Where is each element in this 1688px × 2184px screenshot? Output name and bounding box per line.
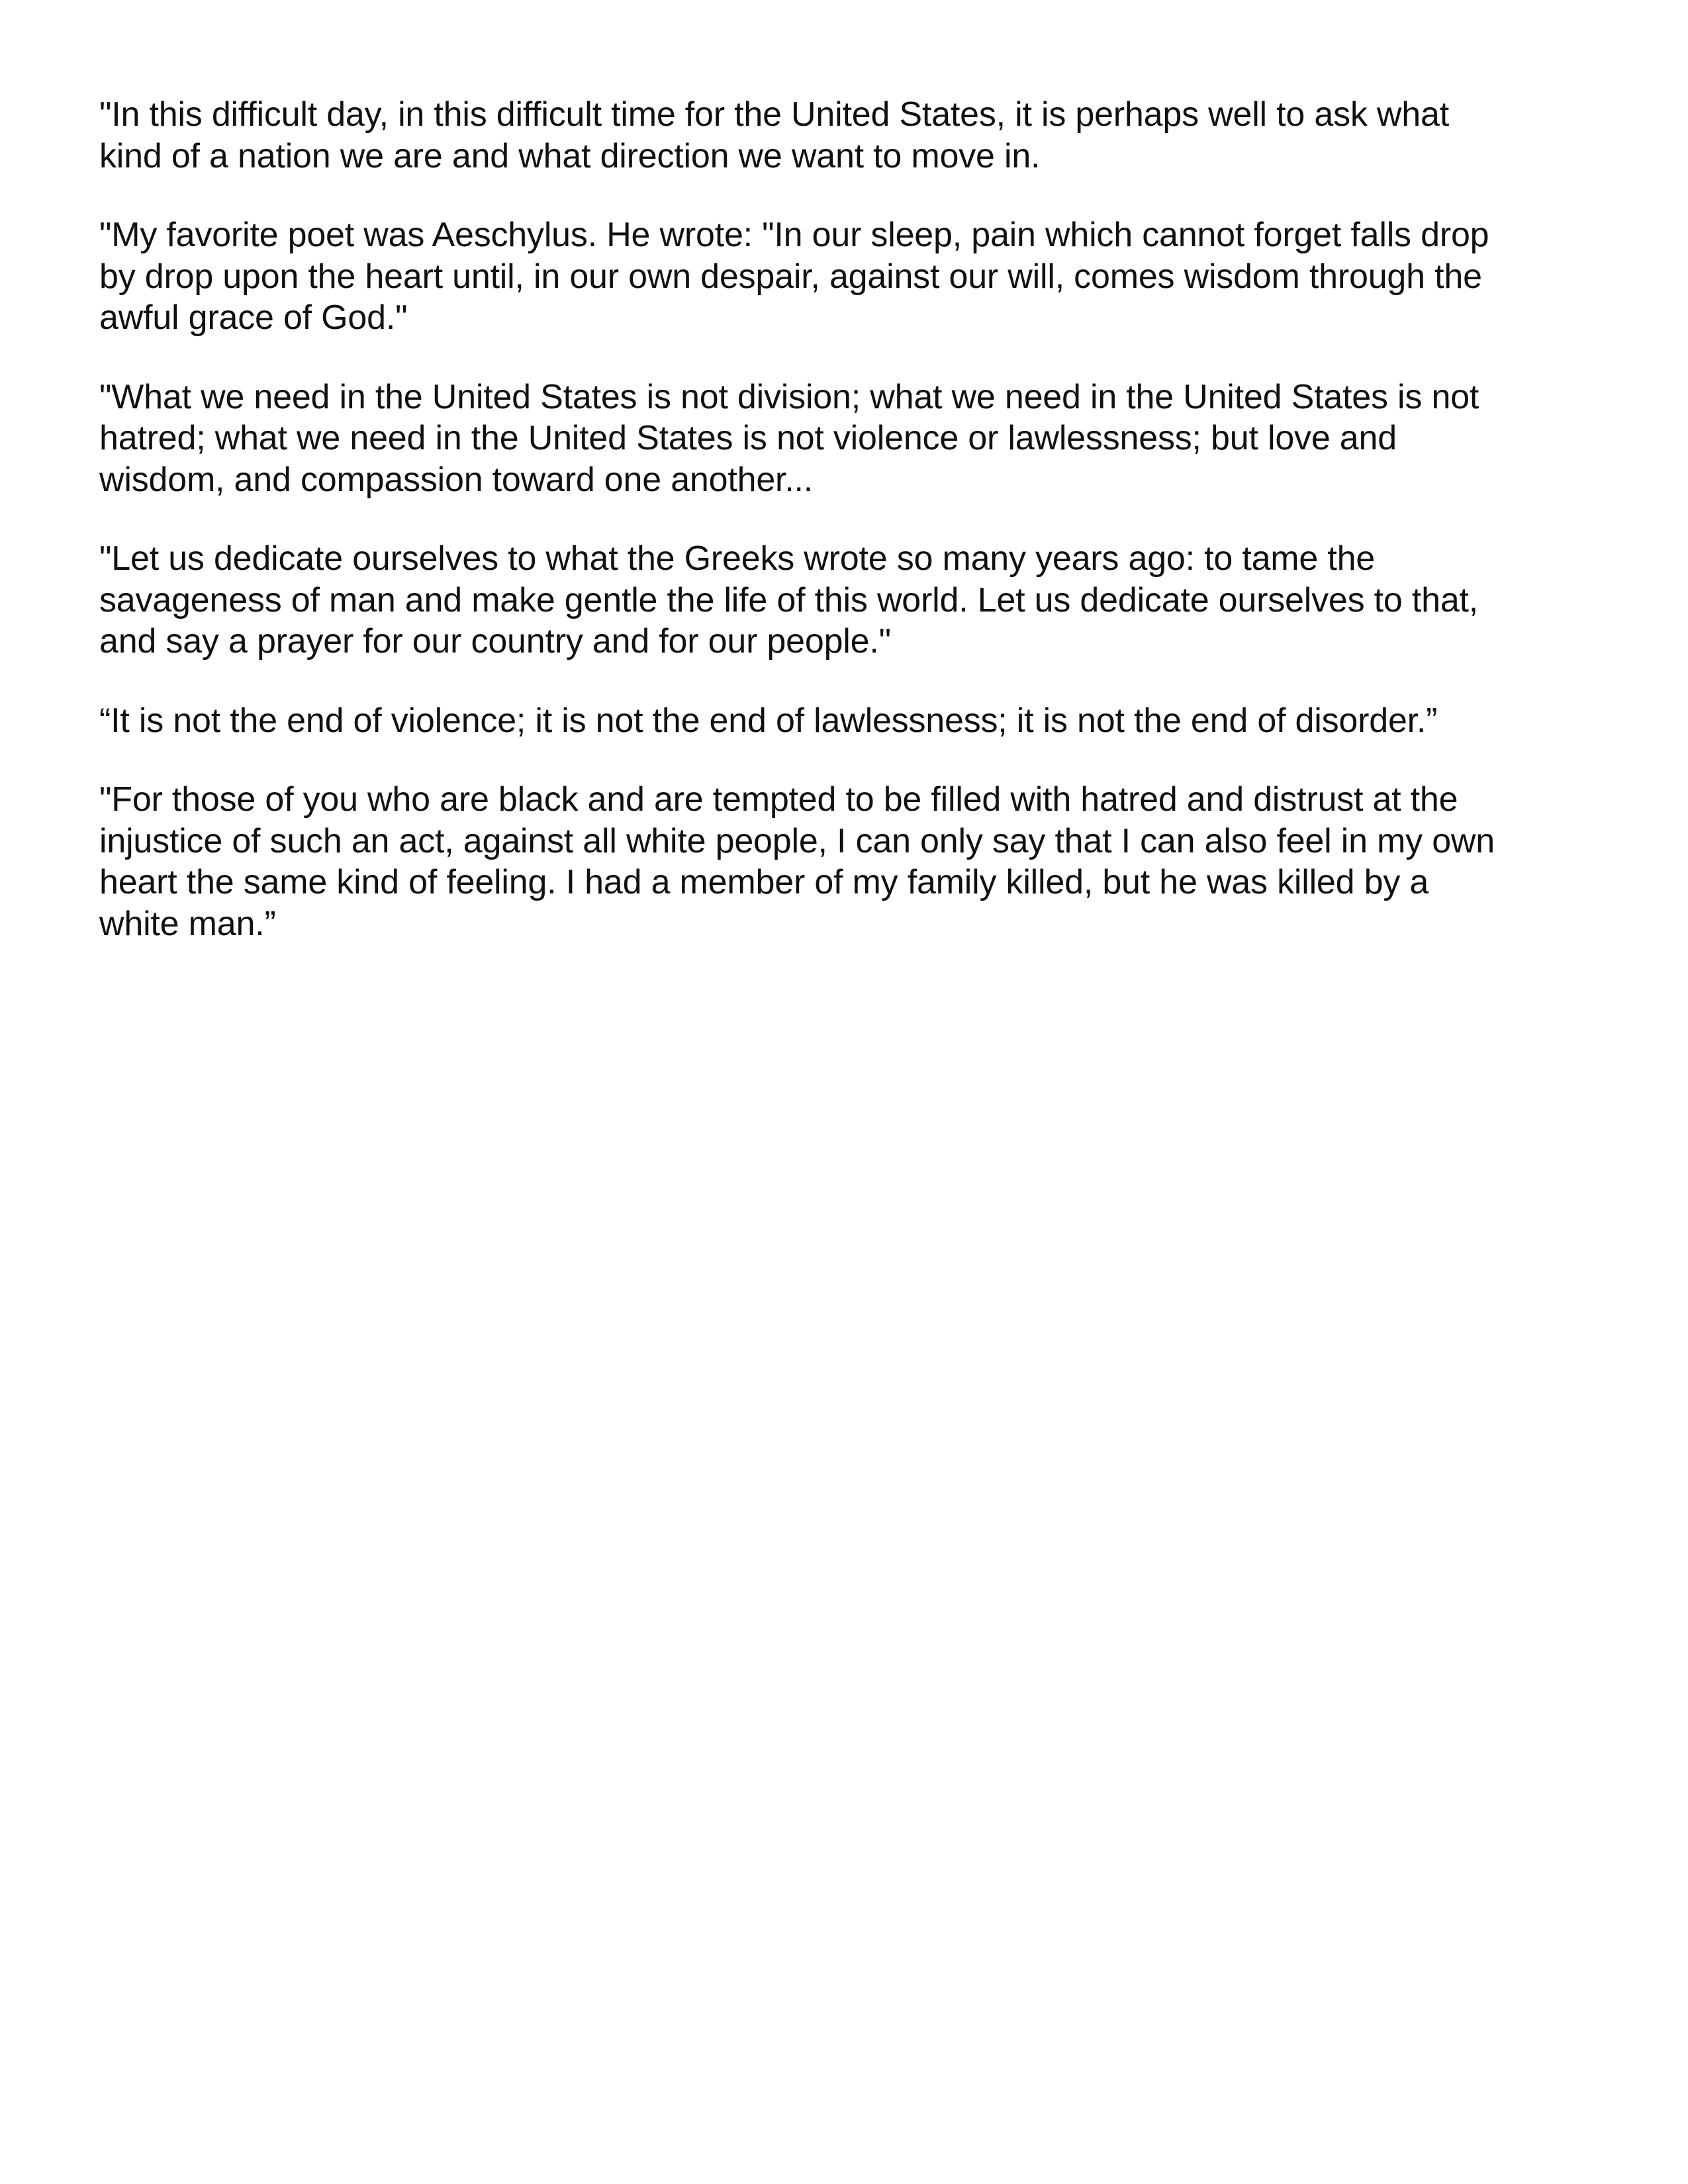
- paragraph-3: [99, 377, 1595, 501]
- text-line: kind of a nation we are and what direction we want to move in.: [99, 136, 1041, 175]
- text-line: "For those of you who are black and are tempted to be filled with hatred and distrust at the: [99, 780, 1458, 819]
- text-line: "In this difficult day, in this difficult time for the United States, it is perhaps well to ask what: [99, 95, 1449, 134]
- text-line: "My favorite poet was Aeschylus. He wrote: "In our sleep, pain which cannot forget falls drop: [99, 216, 1489, 254]
- text-line: “It is not the end of violence; it is not the end of lawlessness; it is not the end of disorder.”: [99, 701, 1438, 740]
- paragraph-5: [99, 700, 1595, 742]
- text-line: and say a prayer for our country and for our people.": [99, 622, 891, 660]
- paragraph-1: [99, 94, 1595, 177]
- document-body: [99, 94, 1595, 982]
- text-line: by drop upon the heart until, in our own despair, against our will, comes wisdom through the: [99, 257, 1482, 296]
- text-line: "What we need in the United States is not division; what we need in the United States is not: [99, 377, 1479, 416]
- paragraph-6: [99, 779, 1595, 944]
- text-line: hatred; what we need in the United States is not violence or lawlessness; but love and: [99, 419, 1397, 457]
- text-line: wisdom, and compassion toward one another...: [99, 460, 814, 499]
- text-line: awful grace of God.": [99, 298, 408, 337]
- paragraph-2: [99, 214, 1595, 339]
- paragraph-4: [99, 538, 1595, 662]
- text-line: injustice of such an act, against all white people, I can only say that I can also feel in my own: [99, 821, 1495, 860]
- text-line: heart the same kind of feeling. I had a member of my family killed, but he was killed by a: [99, 863, 1429, 901]
- text-line: "Let us dedicate ourselves to what the Greeks wrote so many years ago: to tame the: [99, 539, 1376, 578]
- text-line: savageness of man and make gentle the life of this world. Let us dedicate ourselves to that,: [99, 580, 1479, 619]
- text-line: white man.”: [99, 904, 276, 943]
